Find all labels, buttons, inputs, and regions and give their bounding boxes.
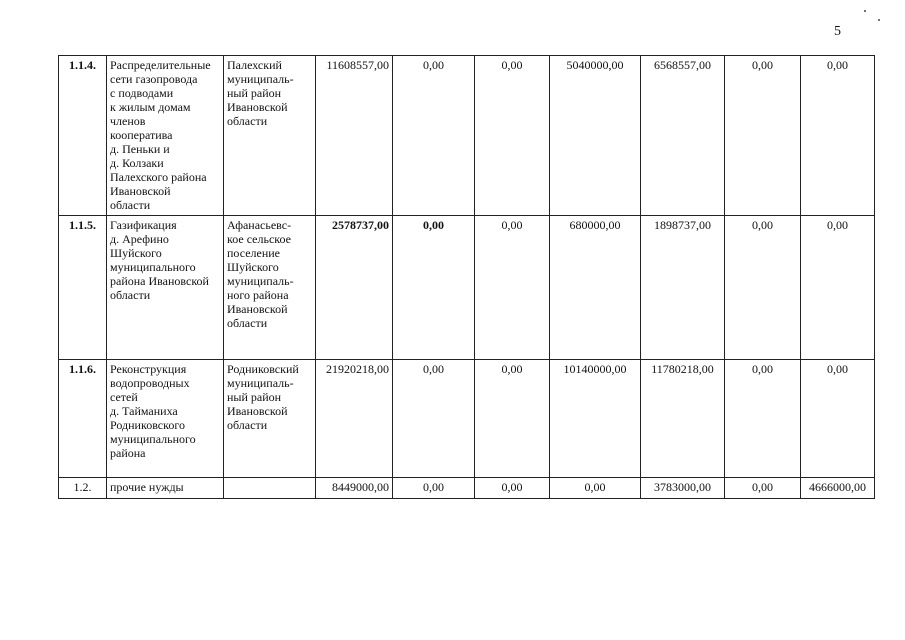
amount-cell: 680000,00 <box>550 216 641 360</box>
scan-speck <box>864 10 866 12</box>
executor <box>224 478 316 499</box>
amount-cell: 5040000,00 <box>550 56 641 216</box>
amount-cell: 0,00 <box>725 478 801 499</box>
budget-table <box>58 55 875 499</box>
amount-cell: 0,00 <box>725 360 801 478</box>
executor: Палехский муниципаль- ный район Ивановской области <box>224 56 316 216</box>
page-number: 5 <box>834 24 841 39</box>
project-name: Распределительные сети газопровода с подводами к жилым домам членов кооператива д. Пеньки и д. Колзаки Палехского района Ивановской области <box>107 56 224 216</box>
amount-cell: 0,00 <box>393 56 475 216</box>
amount-cell: 0,00 <box>801 56 875 216</box>
amount-cell: 10140000,00 <box>550 360 641 478</box>
table-row <box>59 56 875 216</box>
amount-cell: 0,00 <box>801 360 875 478</box>
table-row <box>59 360 875 478</box>
amount-cell: 0,00 <box>393 216 475 360</box>
amount-cell: 0,00 <box>725 56 801 216</box>
amount-cell: 0,00 <box>475 216 550 360</box>
total-amount: 21920218,00 <box>316 360 393 478</box>
scan-speck <box>878 19 880 21</box>
amount-cell: 0,00 <box>393 360 475 478</box>
amount-cell: 0,00 <box>801 216 875 360</box>
amount-cell: 0,00 <box>393 478 475 499</box>
amount-cell: 0,00 <box>550 478 641 499</box>
total-amount: 11608557,00 <box>316 56 393 216</box>
row-number: 1.2. <box>59 478 107 499</box>
row-number: 1.1.4. <box>59 56 107 216</box>
amount-cell: 6568557,00 <box>641 56 725 216</box>
amount-cell: 4666000,00 <box>801 478 875 499</box>
amount-cell: 3783000,00 <box>641 478 725 499</box>
total-amount: 8449000,00 <box>316 478 393 499</box>
amount-cell: 1898737,00 <box>641 216 725 360</box>
amount-cell: 0,00 <box>475 360 550 478</box>
executor: Афанасьевс- кое сельское поселение Шуйского муниципаль- ного района Ивановской области <box>224 216 316 360</box>
table-row <box>59 478 875 499</box>
total-amount: 2578737,00 <box>316 216 393 360</box>
amount-cell: 0,00 <box>725 216 801 360</box>
amount-cell: 0,00 <box>475 56 550 216</box>
table-row <box>59 216 875 360</box>
row-number: 1.1.5. <box>59 216 107 360</box>
project-name: Газификация д. Арефино Шуйского муниципального района Ивановской области <box>107 216 224 360</box>
amount-cell: 0,00 <box>475 478 550 499</box>
project-name: Реконструкция водопроводных сетей д. Тайманиха Родниковского муниципального района <box>107 360 224 478</box>
executor: Родниковский муниципаль- ный район Ивановской области <box>224 360 316 478</box>
row-number: 1.1.6. <box>59 360 107 478</box>
project-name: прочие нужды <box>107 478 224 499</box>
amount-cell: 11780218,00 <box>641 360 725 478</box>
